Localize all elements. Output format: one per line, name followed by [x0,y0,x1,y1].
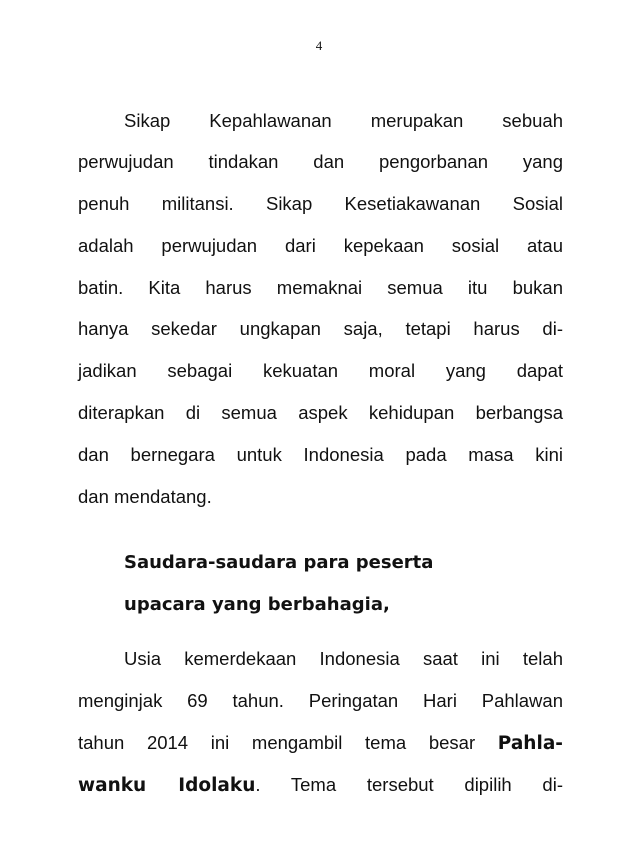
paragraph-line: jadikan sebagai kekuatan moral yang dapat [78,360,563,381]
theme-bold-text: wanku Idolaku [78,775,256,796]
paragraph-line: perwujudan tindakan dan pengorbanan yang [78,151,563,172]
paragraph-line: menginjak 69 tahun. Peringatan Hari Pahlawan [78,690,563,711]
theme-bold-text: Pahla- [497,733,563,754]
paragraph-line: diterapkan di semua aspek kehidupan berbangsa [78,402,563,423]
paragraph-text: tahun 2014 ini mengambil tema besar [78,732,476,753]
paragraph-line [78,732,563,755]
paragraph-line: hanya sekedar ungkapan saja, tetapi harus di- [78,318,563,339]
paragraph-line: dan mendatang. [78,486,212,507]
paragraph-text: . Tema tersebut dipilih di- [255,774,563,795]
paragraph-line: Usia kemerdekaan Indonesia saat ini telah [124,648,563,669]
paragraph-line: dan bernegara untuk Indonesia pada masa kini [78,444,563,465]
paragraph-line: Sikap Kepahlawanan merupakan sebuah [124,110,563,131]
paragraph-line: penuh militansi. Sikap Kesetiakawanan Sosial [78,193,563,214]
paragraph-line [78,774,563,797]
paragraph-line: adalah perwujudan dari kepekaan sosial atau [78,235,563,256]
paragraph-line: batin. Kita harus memaknai semua itu bukan [78,277,563,298]
heading-line: upacara yang berbahagia, [124,594,390,615]
page-number: 4 [315,38,323,53]
heading-line: Saudara-saudara para peserta [124,552,434,573]
